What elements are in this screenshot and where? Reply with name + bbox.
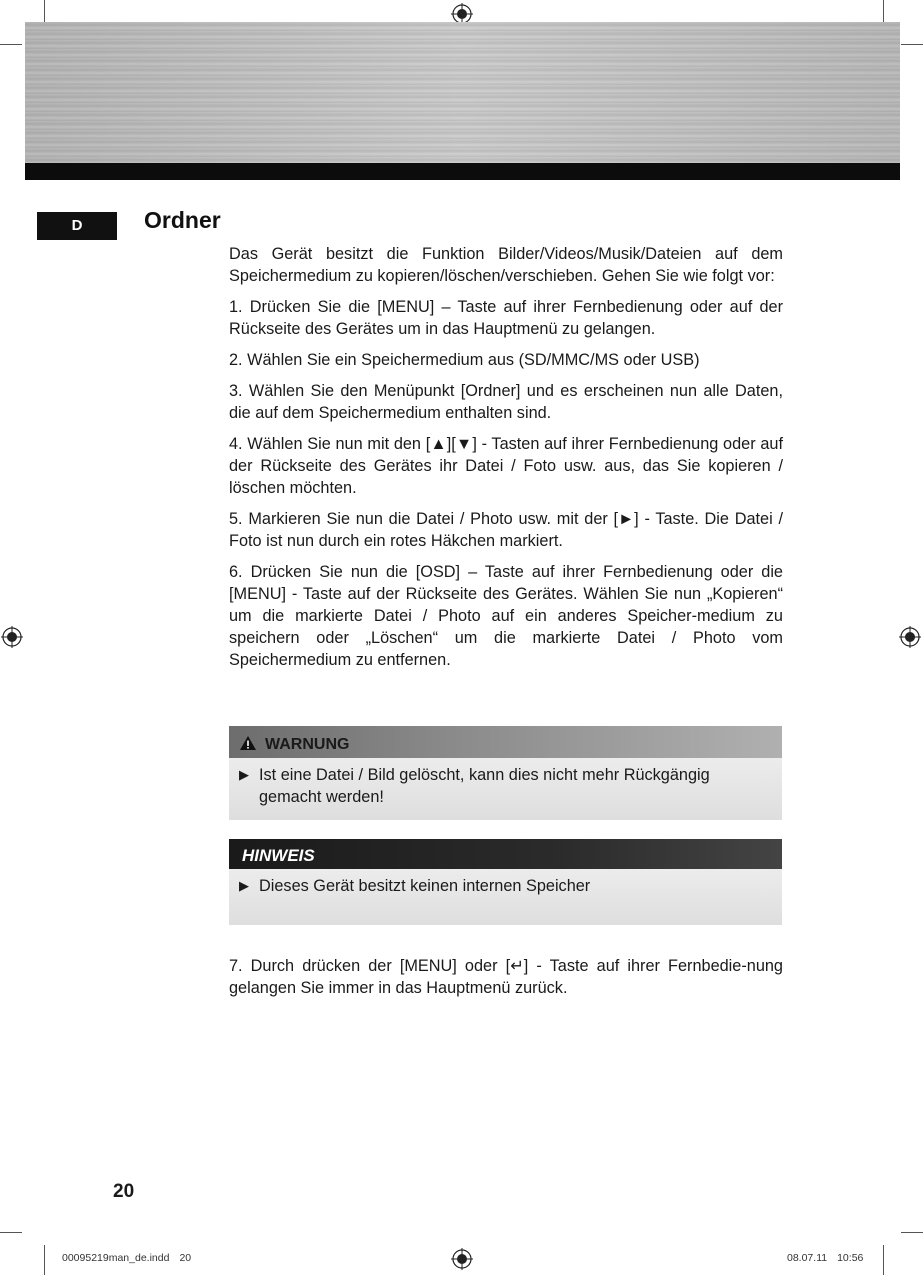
step-3: 3. Wählen Sie den Menüpunkt [Ordner] und es erscheinen nun alle Daten, die auf dem Speichermedium enthalten sind. <box>229 382 783 422</box>
hint-body <box>229 869 782 925</box>
crop-mark <box>44 1245 45 1275</box>
warning-box <box>229 726 782 820</box>
warning-bullet-row <box>239 764 772 808</box>
step-4: 4. Wählen Sie nun mit den [▲][▼] - Tasten auf ihrer Fernbedienung oder auf der Rückseite des Gerätes ihr Datei / Foto usw. aus, das Sie kopieren / löschen möchten. <box>229 435 783 497</box>
registration-mark-icon <box>899 626 921 648</box>
language-tab: D <box>37 212 117 240</box>
step-7: 7. Durch drücken der [MENU] oder [↵] - Taste auf ihrer Fernbedie-nung gelangen Sie immer in das Hauptmenü zurück. <box>229 957 783 997</box>
crop-mark <box>0 44 22 45</box>
warning-body <box>229 758 782 820</box>
footer-time: 10:56 <box>837 1252 864 1264</box>
registration-mark-icon <box>451 1248 473 1270</box>
section-title: Ordner <box>144 207 221 233</box>
page-number: 20 <box>113 1181 135 1202</box>
footer-date: 08.07.11 <box>787 1252 828 1264</box>
footer-timestamp <box>787 1252 863 1264</box>
step-1: 1. Drücken Sie die [MENU] – Taste auf ihrer Fernbedienung oder auf der Rückseite des Gerätes um in das Hauptmenü zu gelangen. <box>229 298 783 338</box>
registration-mark-icon <box>1 626 23 648</box>
crop-mark <box>901 44 923 45</box>
body-text <box>229 243 783 680</box>
warning-header <box>229 726 782 758</box>
footer-file-info <box>62 1252 191 1264</box>
crop-mark <box>883 1245 884 1275</box>
step-5: 5. Markieren Sie nun die Datei / Photo usw. mit der [►] - Taste. Die Datei / Foto ist nun durch ein rotes Häkchen markiert. <box>229 510 783 550</box>
warning-triangle-icon <box>239 735 257 751</box>
crop-mark <box>44 0 45 22</box>
footer-file-page: 20 <box>179 1252 192 1264</box>
step-2: 2. Wählen Sie ein Speichermedium aus (SD/MMC/MS oder USB) <box>229 351 700 369</box>
closing-text <box>229 955 783 1008</box>
crop-mark <box>901 1232 923 1233</box>
triangle-bullet-icon: ▶ <box>239 767 249 782</box>
crop-mark <box>0 1232 22 1233</box>
warning-title: WARNUNG <box>265 736 350 753</box>
warning-text: Ist eine Datei / Bild gelöscht, kann dies nicht mehr Rückgängig gemacht werden! <box>259 766 710 806</box>
hint-box <box>229 839 782 925</box>
hint-header <box>229 839 782 869</box>
crop-mark <box>883 0 884 22</box>
header-band <box>25 22 900 180</box>
hint-title: HINWEIS <box>242 846 315 865</box>
hint-bullet-row <box>239 875 772 897</box>
footer-file-name: 00095219man_de.indd <box>62 1252 170 1264</box>
intro-paragraph: Das Gerät besitzt die Funktion Bilder/Videos/Musik/Dateien auf dem Speichermedium zu kopieren/löschen/verschieben. Gehen Sie wie folgt vor: <box>229 245 783 285</box>
triangle-bullet-icon: ▶ <box>239 878 249 893</box>
header-stripe <box>25 163 900 180</box>
hint-text: Dieses Gerät besitzt keinen internen Speicher <box>259 877 591 895</box>
step-6: 6. Drücken Sie nun die [OSD] – Taste auf ihrer Fernbedienung oder die [MENU] - Taste auf der Rückseite des Gerätes. Wählen Sie nun „Kopieren“ um die markierte Datei / Photo auf ein anderes Speicher-medium zu speichern oder „Löschen“ um die markierte Datei / Photo vom Speichermedium zu entfernen. <box>229 563 783 669</box>
